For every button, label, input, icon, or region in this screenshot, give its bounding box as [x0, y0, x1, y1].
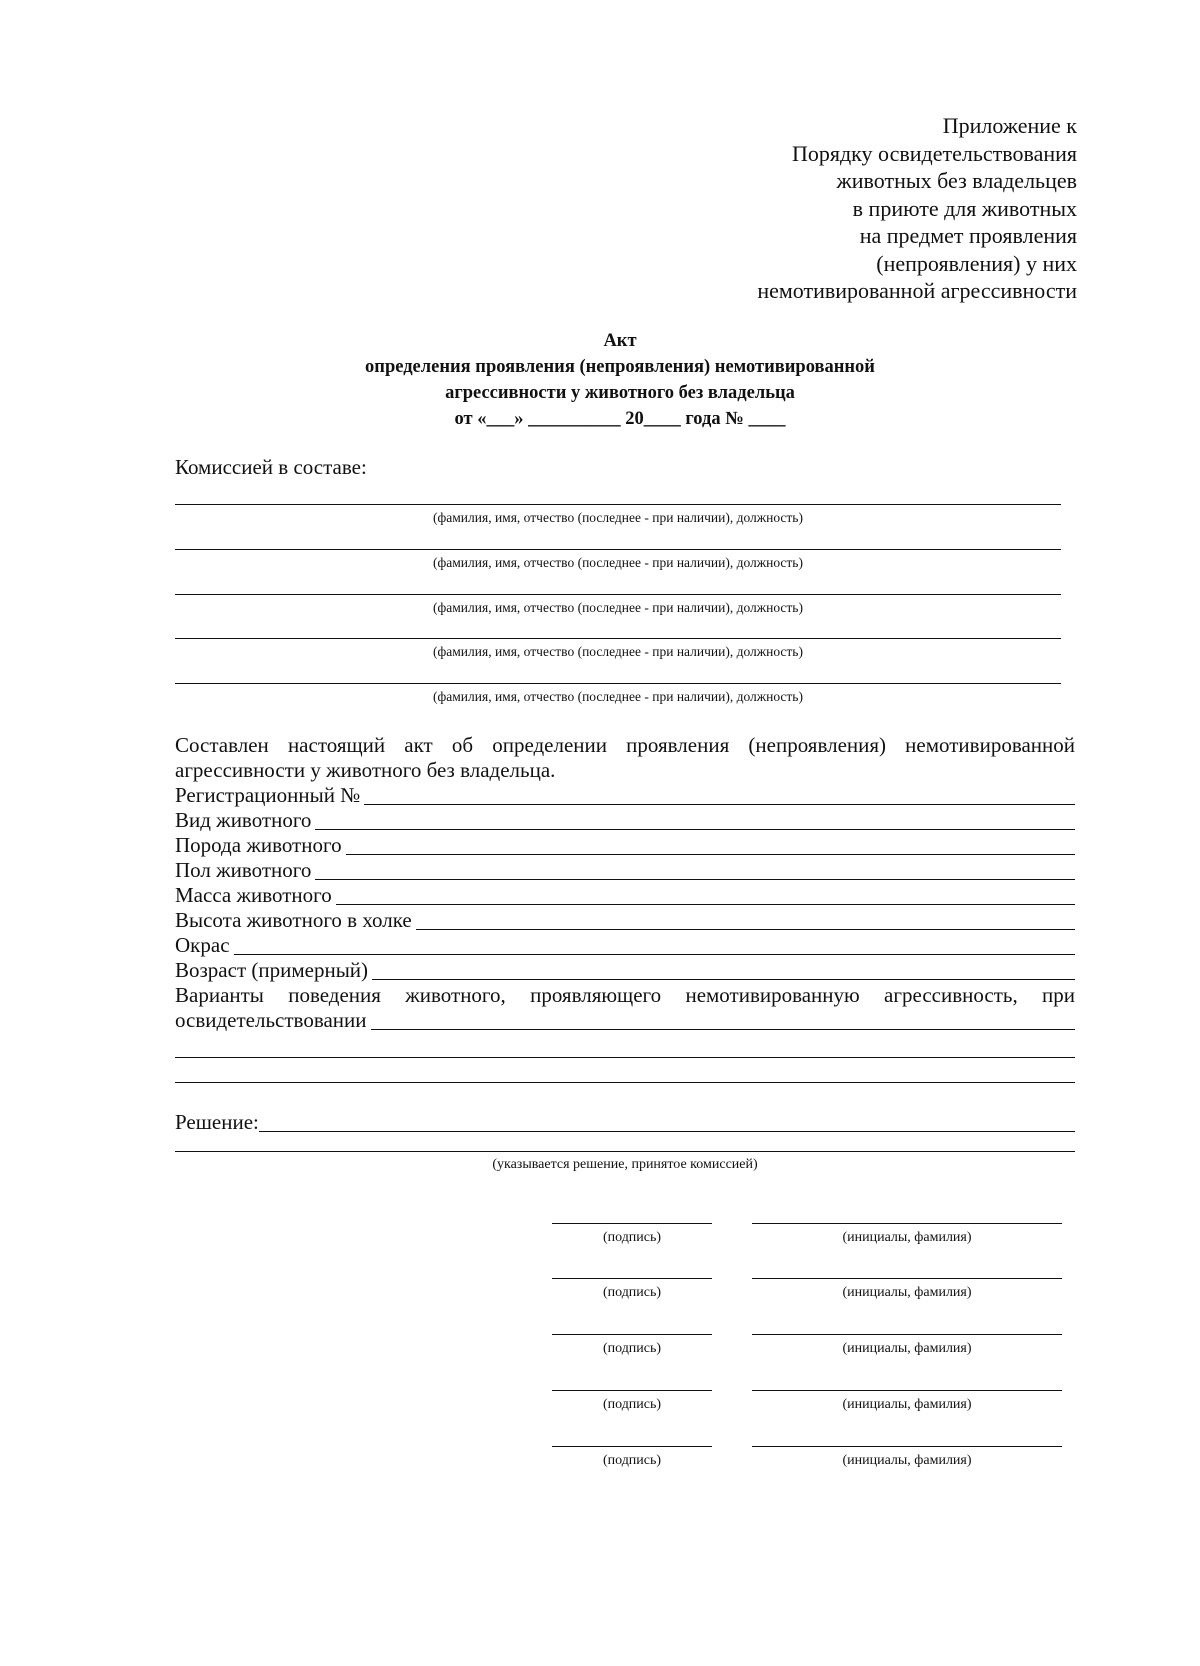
appendix-line: животных без владельцев: [836, 168, 1077, 193]
field-label: Возраст (примерный): [175, 958, 369, 982]
title-date-number-line: от «___» __________ 20____ года № ____: [454, 409, 786, 429]
signature-caption: (подпись): [602, 1341, 662, 1356]
behavior-field: [175, 1008, 1075, 1033]
intro-line-2: агрессивности у животного без владельца.: [175, 758, 556, 782]
member-caption: (фамилия, имя, отчество (последнее - при наличии), должность): [433, 689, 803, 704]
behavior-extra-line-1[interactable]: [175, 1057, 1075, 1058]
commission-label: Комиссией в составе:: [175, 455, 367, 479]
breed-field: [175, 833, 1075, 858]
name-field-2[interactable]: [752, 1278, 1062, 1279]
signature-caption: (подпись): [602, 1230, 662, 1245]
intro-line-1: Составлен настоящий акт об определении проявления (непроявления) немотивированной: [175, 733, 1075, 757]
field-label: Масса животного: [175, 883, 332, 907]
member-field-3[interactable]: [175, 594, 1061, 595]
name-field-3[interactable]: [752, 1334, 1062, 1335]
member-field-1[interactable]: [175, 504, 1061, 505]
decision-input[interactable]: [259, 1131, 1075, 1132]
field-label: освидетельствовании: [175, 1008, 367, 1032]
behavior-input[interactable]: [371, 1029, 1075, 1030]
decision-field: [175, 1110, 1075, 1135]
name-field-1[interactable]: [752, 1223, 1062, 1224]
member-caption: (фамилия, имя, отчество (последнее - при наличии), должность): [433, 644, 803, 659]
title-line: определения проявления (непроявления) немотивированной: [365, 357, 875, 377]
color-field: [175, 933, 1075, 958]
field-label: Высота животного в холке: [175, 908, 412, 932]
appendix-line: в приюте для животных: [852, 195, 1077, 221]
name-caption: (инициалы, фамилия): [842, 1285, 972, 1300]
species-input[interactable]: [315, 829, 1075, 830]
signature-caption: (подпись): [602, 1453, 662, 1468]
sex-field: [175, 858, 1075, 883]
appendix-line: Приложение к: [942, 113, 1077, 138]
sex-input[interactable]: [315, 879, 1075, 880]
registration-number-field: [175, 783, 1075, 808]
field-label: Окрас: [175, 933, 230, 957]
member-field-5[interactable]: [175, 683, 1061, 684]
decision-caption: (указывается решение, принятое комиссией): [492, 1157, 758, 1172]
signature-field-4[interactable]: [552, 1390, 712, 1391]
weight-input[interactable]: [336, 904, 1075, 905]
decision-label: Решение:: [175, 1110, 259, 1134]
field-label: Регистрационный №: [175, 783, 361, 807]
species-field: [175, 808, 1075, 833]
signature-field-5[interactable]: [552, 1446, 712, 1447]
appendix-line: немотивированной агрессивности: [757, 278, 1077, 303]
member-field-4[interactable]: [175, 638, 1061, 639]
field-label: Вид животного: [175, 808, 312, 832]
field-label: Порода животного: [175, 833, 342, 857]
withers-height-input[interactable]: [416, 929, 1075, 930]
appendix-block: [577, 112, 1077, 305]
name-field-5[interactable]: [752, 1446, 1062, 1447]
signature-field-3[interactable]: [552, 1334, 712, 1335]
signature-field-1[interactable]: [552, 1223, 712, 1224]
name-field-4[interactable]: [752, 1390, 1062, 1391]
member-caption: (фамилия, имя, отчество (последнее - при наличии), должность): [433, 555, 803, 570]
age-input[interactable]: [372, 979, 1075, 980]
document-title: [170, 328, 1070, 432]
title-line: Акт: [603, 331, 637, 351]
signature-caption: (подпись): [602, 1397, 662, 1412]
name-caption: (инициалы, фамилия): [842, 1341, 972, 1356]
breed-input[interactable]: [346, 854, 1075, 855]
behavior-extra-line-2[interactable]: [175, 1082, 1075, 1083]
name-caption: (инициалы, фамилия): [842, 1453, 972, 1468]
field-label: Пол животного: [175, 858, 312, 882]
appendix-line: (непроявления) у них: [876, 250, 1077, 276]
withers-height-field: [175, 908, 1075, 933]
member-caption: (фамилия, имя, отчество (последнее - при наличии), должность): [433, 510, 803, 525]
registration-number-input[interactable]: [364, 804, 1075, 805]
appendix-line: на предмет проявления: [859, 223, 1077, 248]
name-caption: (инициалы, фамилия): [842, 1397, 972, 1412]
name-caption: (инициалы, фамилия): [842, 1230, 972, 1245]
weight-field: [175, 883, 1075, 908]
title-line: агрессивности у животного без владельца: [445, 383, 795, 403]
color-input[interactable]: [234, 954, 1075, 955]
appendix-line: Порядку освидетельствования: [791, 140, 1077, 166]
member-caption: (фамилия, имя, отчество (последнее - при наличии), должность): [433, 600, 803, 615]
behavior-line-1: Варианты поведения животного, проявляющего немотивированную агрессивность, при: [175, 983, 1075, 1007]
member-field-2[interactable]: [175, 549, 1061, 550]
signature-caption: (подпись): [602, 1285, 662, 1300]
decision-extra-line[interactable]: [175, 1151, 1075, 1152]
age-field: [175, 958, 1075, 983]
signature-field-2[interactable]: [552, 1278, 712, 1279]
